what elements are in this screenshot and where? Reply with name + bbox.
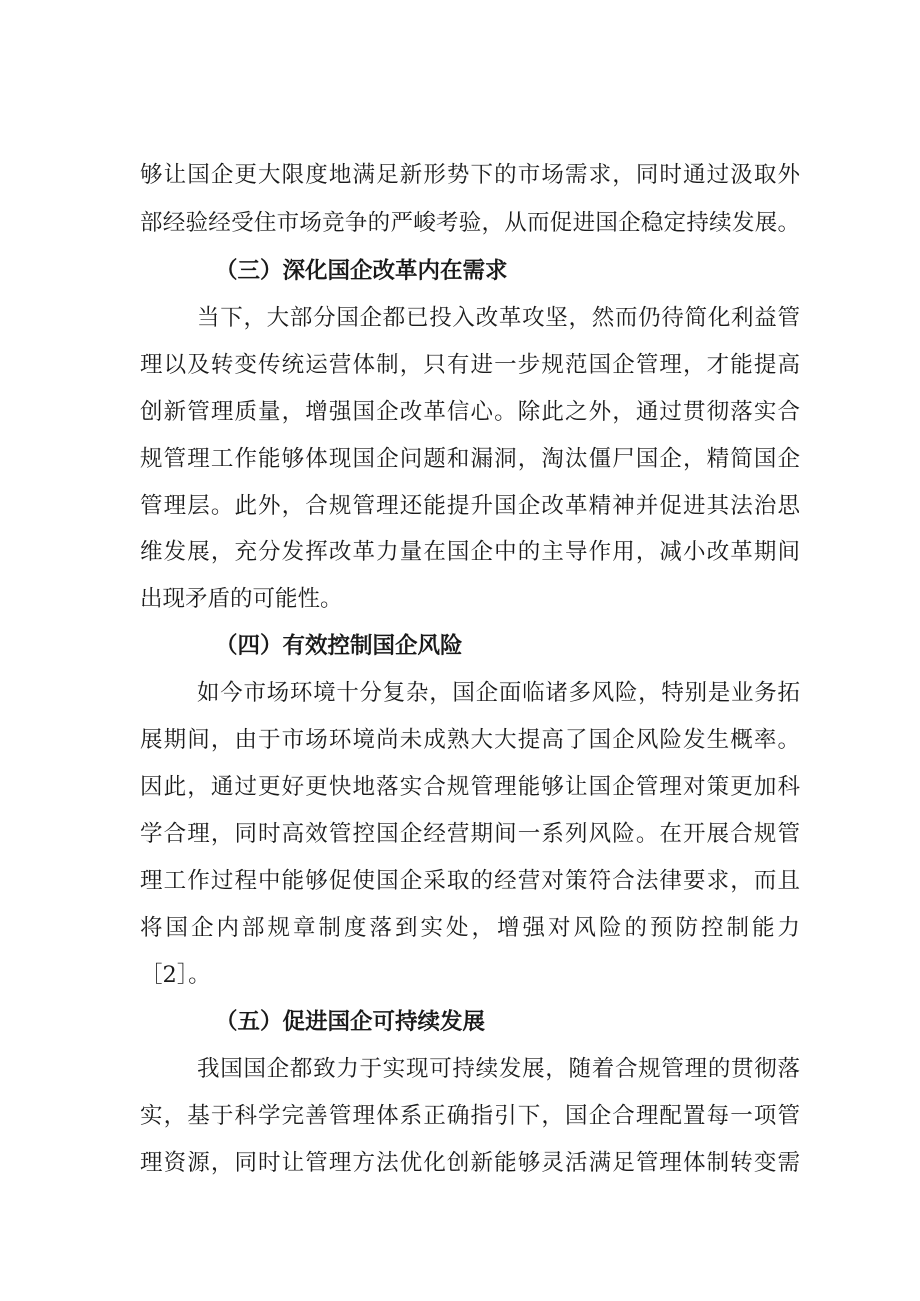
paragraph-line: 理工作过程中能够促使国企采取的经营对策符合法律要求，而且: [140, 868, 800, 894]
paragraph-line: 管理层。此外，合规管理还能提升国企改革精神并促进其法治思: [140, 493, 800, 519]
paragraph-line: 将国企内部规章制度落到实处，增强对风险的预防控制能力: [140, 915, 800, 941]
paragraph-line: 当下，大部分国企都已投入改革攻坚，然而仍待简化利益管: [197, 305, 800, 331]
paragraph-line: 展期间，由于市场环境尚未成熟大大提高了国企风险发生概率。: [140, 727, 800, 753]
paragraph-line: 学合理，同时高效管控国企经营期间一系列风险。在开展合规管: [140, 821, 800, 847]
section-heading-4: （四）有效控制国企风险: [215, 633, 463, 659]
paragraph-line: 如今市场环境十分复杂，国企面临诸多风险，特别是业务拓: [197, 680, 800, 706]
paragraph-line: ［2］。: [140, 962, 211, 988]
intro-line: 部经验经受住市场竞争的严峻考验，从而促进国企稳定持续发展。: [140, 210, 800, 236]
paragraph-line: 创新管理质量，增强国企改革信心。除此之外，通过贯彻落实合: [140, 399, 800, 425]
section-heading-3: （三）深化国企改革内在需求: [215, 258, 508, 284]
paragraph-line: 维发展，充分发挥改革力量在国企中的主导作用，减小改革期间: [140, 539, 800, 565]
paragraph-line: 出现矛盾的可能性。: [140, 586, 343, 612]
paragraph-line: 理资源，同时让管理方法优化创新能够灵活满足管理体制转变需: [140, 1150, 800, 1176]
paragraph-line: 因此，通过更好更快地落实合规管理能够让国企管理对策更加科: [140, 774, 800, 800]
paragraph-line: 我国国企都致力于实现可持续发展，随着合规管理的贯彻落: [197, 1056, 800, 1082]
section-heading-5: （五）促进国企可持续发展: [215, 1009, 486, 1035]
intro-line: 够让国企更大限度地满足新形势下的市场需求，同时通过汲取外: [140, 162, 800, 188]
paragraph-line: 规管理工作能够体现国企问题和漏洞，淘汰僵尸国企，精简国企: [140, 446, 800, 472]
paragraph-line: 理以及转变传统运营体制，只有进一步规范国企管理，才能提高: [140, 352, 800, 378]
paragraph-line: 实，基于科学完善管理体系正确指引下，国企合理配置每一项管: [140, 1103, 800, 1129]
